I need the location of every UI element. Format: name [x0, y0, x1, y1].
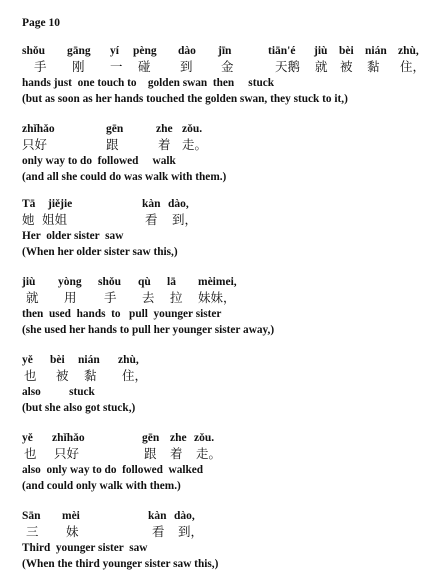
english-gloss: Third younger sister saw [22, 542, 148, 554]
pinyin-word: Tā [22, 198, 36, 210]
chinese-word: 姐姐 [42, 212, 68, 227]
english-translation: (but as soon as her hands touched the golden swan, they stuck to it,) [22, 93, 348, 105]
pinyin-word: lā [167, 276, 176, 288]
chinese-word: 黏 [84, 368, 97, 383]
chinese-line [22, 446, 422, 462]
chinese-word: 拉 [170, 290, 183, 305]
chinese-word: 她 [22, 212, 35, 227]
chinese-word: 到， [178, 524, 204, 539]
english-gloss: Her older sister saw [22, 230, 124, 242]
sentence-block [22, 508, 422, 572]
chinese-word: 住， [122, 368, 148, 383]
pinyin-word: zǒu. [182, 123, 203, 135]
pinyin-word: yě [22, 432, 33, 444]
chinese-word: 跟 [144, 446, 157, 461]
chinese-word: 跟 [106, 137, 119, 152]
pinyin-word: bèi [339, 45, 354, 57]
pinyin-word: jīn [218, 45, 232, 57]
chinese-word: 手 [34, 59, 47, 74]
pinyin-word: mèimei, [198, 276, 237, 288]
chinese-line [22, 524, 422, 540]
english-translation: (and could only walk with them.) [22, 480, 181, 492]
pinyin-word: kàn [148, 510, 167, 522]
pinyin-word: shǒu [22, 45, 46, 57]
sentence-block [22, 274, 422, 338]
chinese-line [22, 368, 422, 384]
chinese-word: 到 [180, 59, 193, 74]
english-gloss: hands just one touch to golden swan then stuck [22, 77, 275, 89]
pinyin-word: zhe [156, 123, 173, 135]
sentence-block [22, 43, 425, 107]
chinese-word: 被 [56, 368, 69, 383]
chinese-word: 就 [315, 59, 328, 74]
chinese-line [22, 212, 422, 228]
english-translation: (but she also got stuck,) [22, 402, 136, 414]
chinese-word: 到， [172, 212, 198, 227]
pinyin-line [22, 508, 422, 524]
pinyin-line [22, 352, 422, 368]
pinyin-word: bèi [50, 354, 65, 366]
english-translation: (When the third younger sister saw this,) [22, 558, 219, 570]
pinyin-word: zhù, [118, 354, 139, 366]
pinyin-word: zhǐhǎo [22, 123, 55, 135]
pinyin-word: yě [22, 354, 33, 366]
pinyin-word: gēn [142, 432, 160, 444]
chinese-word: 着 [170, 446, 183, 461]
sentence-block [22, 196, 422, 260]
chinese-word: 三 [26, 524, 39, 539]
pinyin-word: kàn [142, 198, 161, 210]
chinese-word: 看 [145, 212, 158, 227]
english-gloss: then used hands to pull younger sister [22, 308, 222, 320]
chinese-word: 住， [400, 59, 425, 74]
chinese-word: 看 [152, 524, 165, 539]
pinyin-word: Sān [22, 510, 41, 522]
chinese-word: 也 [24, 368, 37, 383]
pinyin-word: zǒu. [194, 432, 215, 444]
pinyin-word: zhǐhǎo [52, 432, 85, 444]
pinyin-word: gāng [67, 45, 91, 57]
english-gloss: only way to do followed walk [22, 155, 176, 167]
chinese-word: 走。 [196, 446, 222, 461]
pinyin-line [22, 274, 422, 290]
pinyin-word: zhe [170, 432, 187, 444]
pinyin-word: yí [110, 45, 119, 57]
pinyin-word: gēn [106, 123, 124, 135]
pinyin-word: pèng [133, 45, 157, 57]
chinese-word: 被 [340, 59, 353, 74]
chinese-word: 去 [142, 290, 155, 305]
chinese-word: 刚 [72, 59, 85, 74]
pinyin-word: zhù, [398, 45, 419, 57]
chinese-word: 黏 [367, 59, 380, 74]
pinyin-word: jiějie [48, 198, 73, 210]
chinese-line [22, 137, 422, 153]
english-translation: (When her older sister saw this,) [22, 246, 178, 258]
page-number: Page 10 [22, 17, 61, 29]
chinese-word: 妹 [66, 524, 79, 539]
pinyin-word: nián [78, 354, 100, 366]
pinyin-word: shǒu [98, 276, 122, 288]
pinyin-line [22, 430, 422, 446]
pinyin-word: mèi [62, 510, 80, 522]
chinese-word: 用 [64, 290, 77, 305]
chinese-word: 就 [26, 290, 39, 305]
pinyin-line [22, 43, 422, 59]
pinyin-word: qù [138, 276, 151, 288]
pinyin-word: tiān'é [268, 45, 296, 57]
chinese-word: 金 [221, 59, 234, 74]
chinese-word: 天鹅 [275, 59, 301, 74]
pinyin-word: yòng [58, 276, 82, 288]
chinese-word: 走。 [182, 137, 208, 152]
chinese-word: 妹妹， [198, 290, 236, 305]
pinyin-word: dào, [174, 510, 195, 522]
chinese-word: 着 [158, 137, 171, 152]
chinese-word: 也 [24, 446, 37, 461]
english-translation: (she used her hands to pull her younger sister away,) [22, 324, 275, 336]
sentence-block [22, 430, 422, 494]
pinyin-word: nián [365, 45, 387, 57]
pinyin-word: jiù [22, 276, 36, 288]
chinese-word: 手 [104, 290, 117, 305]
chinese-line [22, 59, 425, 75]
pinyin-word: dào [178, 45, 196, 57]
pinyin-line [22, 121, 422, 137]
english-gloss: also stuck [22, 386, 95, 398]
english-gloss: also only way to do followed walked [22, 464, 204, 476]
sentence-block [22, 121, 422, 185]
english-translation: (and all she could do was walk with them.) [22, 171, 227, 183]
chinese-line [22, 290, 422, 306]
chinese-word: 一 [110, 59, 123, 74]
chinese-word: 只好 [54, 446, 80, 461]
sentence-block [22, 352, 422, 416]
chinese-word: 碰 [138, 59, 151, 74]
pinyin-line [22, 196, 422, 212]
chinese-word: 只好 [22, 137, 48, 152]
pinyin-word: jiù [314, 45, 328, 57]
pinyin-word: dào, [168, 198, 189, 210]
